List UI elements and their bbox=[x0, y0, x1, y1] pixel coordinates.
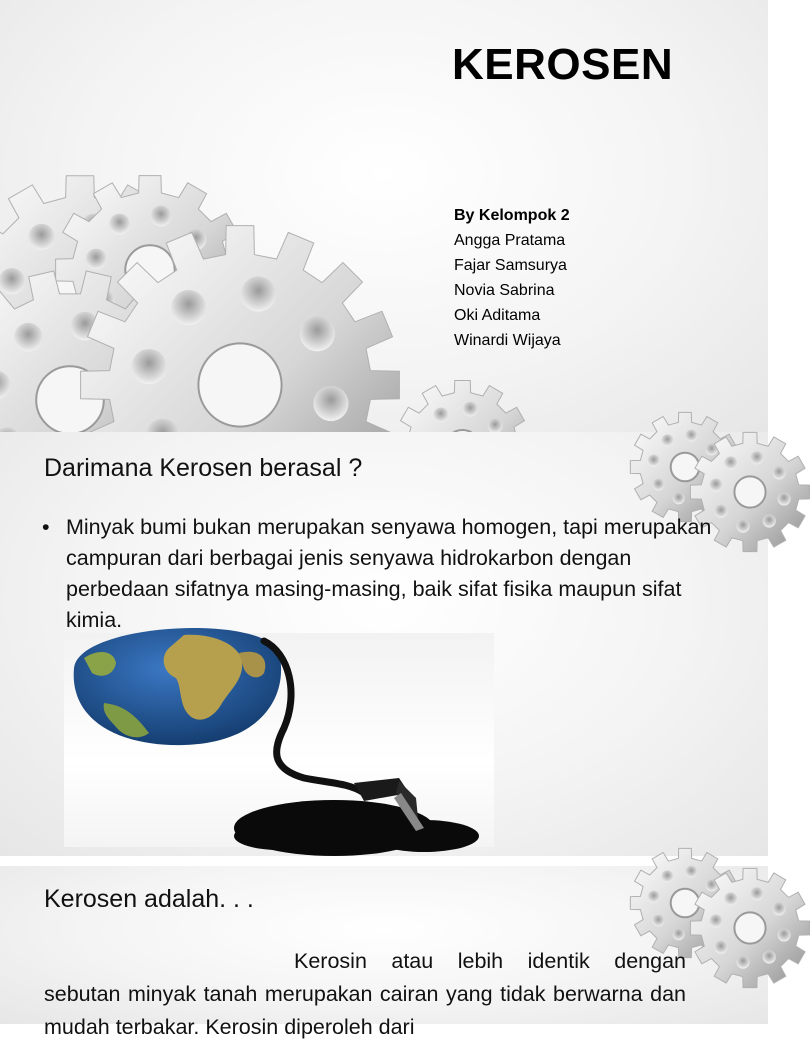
author-name: Novia Sabrina bbox=[454, 282, 555, 299]
definition-slide bbox=[0, 866, 768, 1039]
origin-slide bbox=[0, 432, 768, 856]
author-name: Oki Aditama bbox=[454, 307, 541, 324]
group-label: By Kelompok 2 bbox=[454, 207, 570, 224]
author-name: Angga Pratama bbox=[454, 232, 566, 249]
slide-title: KEROSEN bbox=[452, 40, 674, 89]
slide-heading: Kerosen adalah. . . bbox=[44, 885, 254, 913]
author-name: Winardi Wijaya bbox=[454, 332, 561, 349]
title-slide bbox=[0, 0, 768, 432]
bullet-text: Minyak bumi bukan merupakan senyawa homogen, tapi merupakan campuran dari berbagai jenis senyawa hidrokarbon dengan perbedaan sifatnya masing-masing, baik sifat fisika maupun sifat kimia. bbox=[66, 515, 712, 632]
author-name: Fajar Samsurya bbox=[454, 257, 567, 274]
slide-heading: Darimana Kerosen berasal ? bbox=[44, 454, 363, 482]
author-list bbox=[454, 203, 570, 353]
paragraph-text: Kerosin atau lebih identik dengan sebutan minyak tanah merupakan cairan yang tidak berwarna dan mudah terbakar. Kerosin diperoleh dari bbox=[44, 949, 686, 1039]
globe-oil-image bbox=[64, 633, 494, 847]
gear-icon bbox=[690, 868, 810, 988]
definition-paragraph bbox=[44, 945, 686, 1044]
bullet-dot: • bbox=[42, 515, 50, 539]
